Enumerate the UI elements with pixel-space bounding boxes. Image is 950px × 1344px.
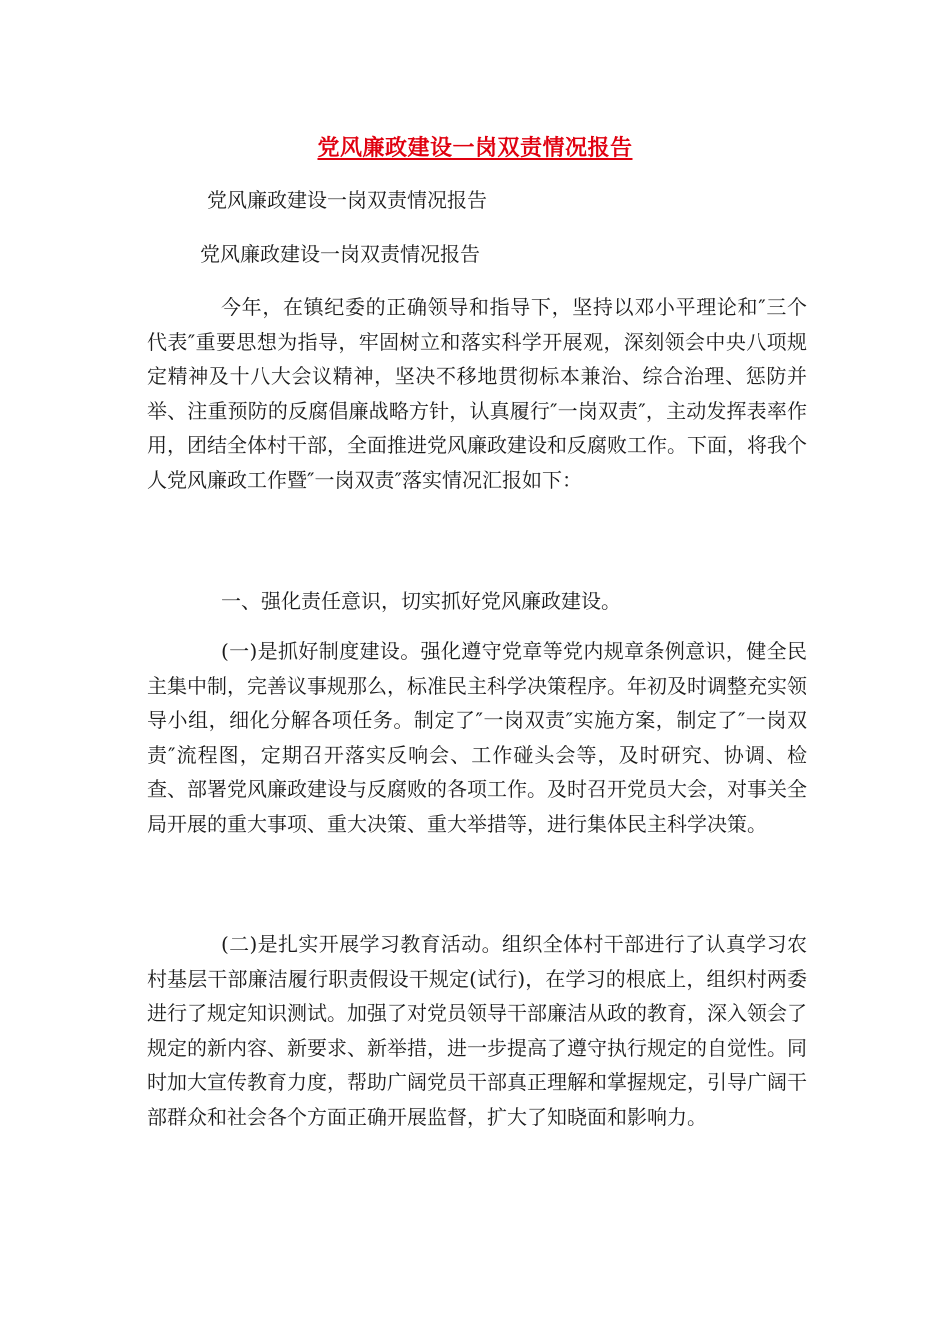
- paragraph-system-building: (一)是抓好制度建设。强化遵守党章等党内规章条例意识，健全民主集中制，完善议事规那么，标准民主科学决策程序。年初及时调整充实领导小组，细化分解各项任务。制定了″一岗双责″实施方案，制定了″一岗双责″流程图，定期召开落实反响会、工作碰头会等，及时研究、协调、检查、部署党风廉政建设与反腐败的各项工作。及时召开党员大会，对事关全局开展的重大事项、重大决策、重大举措等，进行集体民主科学决策。: [147, 639, 807, 836]
- document-title[interactable]: 党风廉政建设一岗双责情况报告: [317, 136, 633, 161]
- paragraph-intro: 今年，在镇纪委的正确领导和指导下，坚持以邓小平理论和″三个代表″重要思想为指导，牢固树立和落实科学开展观，深刻领会中央八项规定精神及十八大会议精神，坚决不移地贯彻标本兼治、综合治理、惩防并举、注重预防的反腐倡廉战略方针，认真履行″一岗双责″，主动发挥表率作用，团结全体村干部，全面推进党风廉政建设和反腐败工作。下面，将我个人党风廉政工作暨″一岗双责″落实情况汇报如下：: [147, 295, 807, 492]
- paragraph-education: (二)是扎实开展学习教育活动。组织全体村干部进行了认真学习农村基层干部廉洁履行职责假设干规定(试行)，在学习的根底上，组织村两委进行了规定知识测试。加强了对党员领导干部廉洁从政的教育，深入领会了规定的新内容、新要求、新举措，进一步提高了遵守执行规定的自觉性。同时加大宣传教育力度，帮助广阔党员干部真正理解和掌握规定，引导广阔干部群众和社会各个方面正确开展监督，扩大了知晓面和影响力。: [147, 932, 807, 1129]
- subtitle-line-1: 党风廉政建设一岗双责情况报告: [207, 188, 487, 212]
- section-heading-1: 一、强化责任意识，切实抓好党风廉政建设。: [221, 589, 621, 613]
- subtitle-line-2: 党风廉政建设一岗双责情况报告: [200, 242, 480, 266]
